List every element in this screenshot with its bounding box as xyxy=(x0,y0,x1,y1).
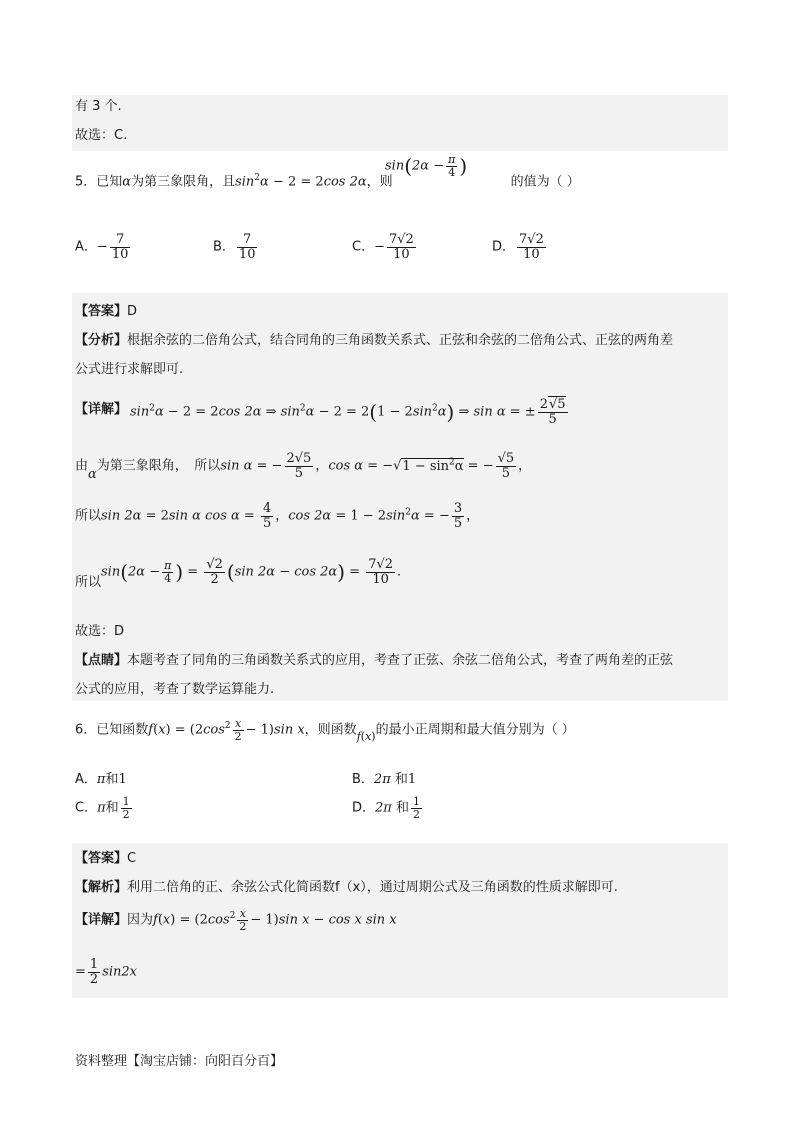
q6-analysis: 【解析】利用二倍角的正、余弦公式化简函数f（x），通过周期公式及三角函数的性质求解即可. xyxy=(75,880,618,895)
q5-detail-formula-1: $\sin^2\alpha - 2 = 2\cos$ 2α ⇒ $\sin^2\alpha - 2 = 2(1 - 2\sin^2\alpha)$ ⇒ sin α = ± $\frac{2√5}{5}$ xyxy=(130,397,566,427)
q5-solution-block xyxy=(72,293,728,701)
q6-option-b[interactable]: B．2π 和1 xyxy=(352,772,417,787)
question-6-stem: 6．已知函数$f(x) = (2\cos^2$ $\frac{x}{2}$ − 1)sin x，则函数$_{f(x)}$的最小正周期和最大值分别为（ ） xyxy=(75,717,575,743)
q5-option-c[interactable]: C．− $\frac{7√2}{10}$ xyxy=(352,232,414,262)
q5-comment-line-2: 公式的应用，考查了数学运算能力. xyxy=(75,682,275,697)
q5-choose: 故选：D xyxy=(75,624,125,639)
q6-detail-line-1: 【详解】因为$f(x) = (2\cos^2$ $\frac{x}{2}$ − 1)sin x − cos x sin x xyxy=(75,907,397,933)
q6-answer: 【答案】C xyxy=(75,851,137,866)
q5-answer: 【答案】D xyxy=(75,304,138,319)
q6-option-d[interactable]: D．2π 和 $\frac{1}{2}$ xyxy=(352,795,420,821)
q5-detail-line-4: 所以sin(2α − $\frac{\pi}{4}$ ) = $\frac{√2}{2}$ (sin 2α − cos 2α) = $\frac{7√2}{10}$ . xyxy=(75,557,402,590)
q6-detail-line-2: = $\frac{1}{2}$ sin2x xyxy=(75,957,137,987)
q5-option-d[interactable]: D． $\frac{7√2}{10}$ xyxy=(492,232,544,262)
q5-analysis-line-1: 【分析】根据余弦的二倍角公式，结合同角的三角函数关系式、正弦和余弦的二倍角公式、正弦的两角差 xyxy=(75,333,674,348)
q5-detail-line-2: 由α为第三象限角， 所以sin α = − $\frac{2√5}{5}$ ，$\cos \alpha = -√1 - \sin^2\alpha$ = − $\frac{√5}{5}$ ， xyxy=(75,451,532,482)
q5-analysis-line-2: 公式进行求解即可. xyxy=(75,362,184,377)
q5-comment-line-1: 【点睛】本题考查了同角的三角函数关系式的应用，考查了正弦、余弦二倍角公式，考查了两角差的正弦 xyxy=(75,653,674,668)
previous-solution-block xyxy=(72,95,728,151)
question-5-stem: 5．已知α为第三象限角，且$\sin^2\alpha - 2 = 2\cos$ 2α，则 sin(2α − $\frac{\pi}{4}$ ) 的值为（ ） xyxy=(75,152,580,190)
q6-option-a[interactable]: A．π和1 xyxy=(75,772,127,787)
q5-option-b[interactable]: B． $\frac{7}{10}$ xyxy=(213,232,256,262)
q5-option-a[interactable]: A．− $\frac{7}{10}$ xyxy=(75,232,129,262)
footer-source: 资料整理【淘宝店铺：向阳百分百】 xyxy=(75,1054,284,1069)
q6-option-c[interactable]: C．π和 $\frac{1}{2}$ xyxy=(75,795,130,821)
prev-choice-text: 故选：C. xyxy=(75,128,128,143)
q5-detail-tag: 【详解】 xyxy=(75,402,128,417)
prev-count-text: 有 3 个. xyxy=(75,99,122,114)
q5-detail-line-3: 所以sin 2α = 2sin α cos α = $\frac{4}{5}$ ，$\cos 2\alpha = 1 - 2\sin^2\alpha$ = − $\frac{3}{5}$ ， xyxy=(75,501,480,531)
